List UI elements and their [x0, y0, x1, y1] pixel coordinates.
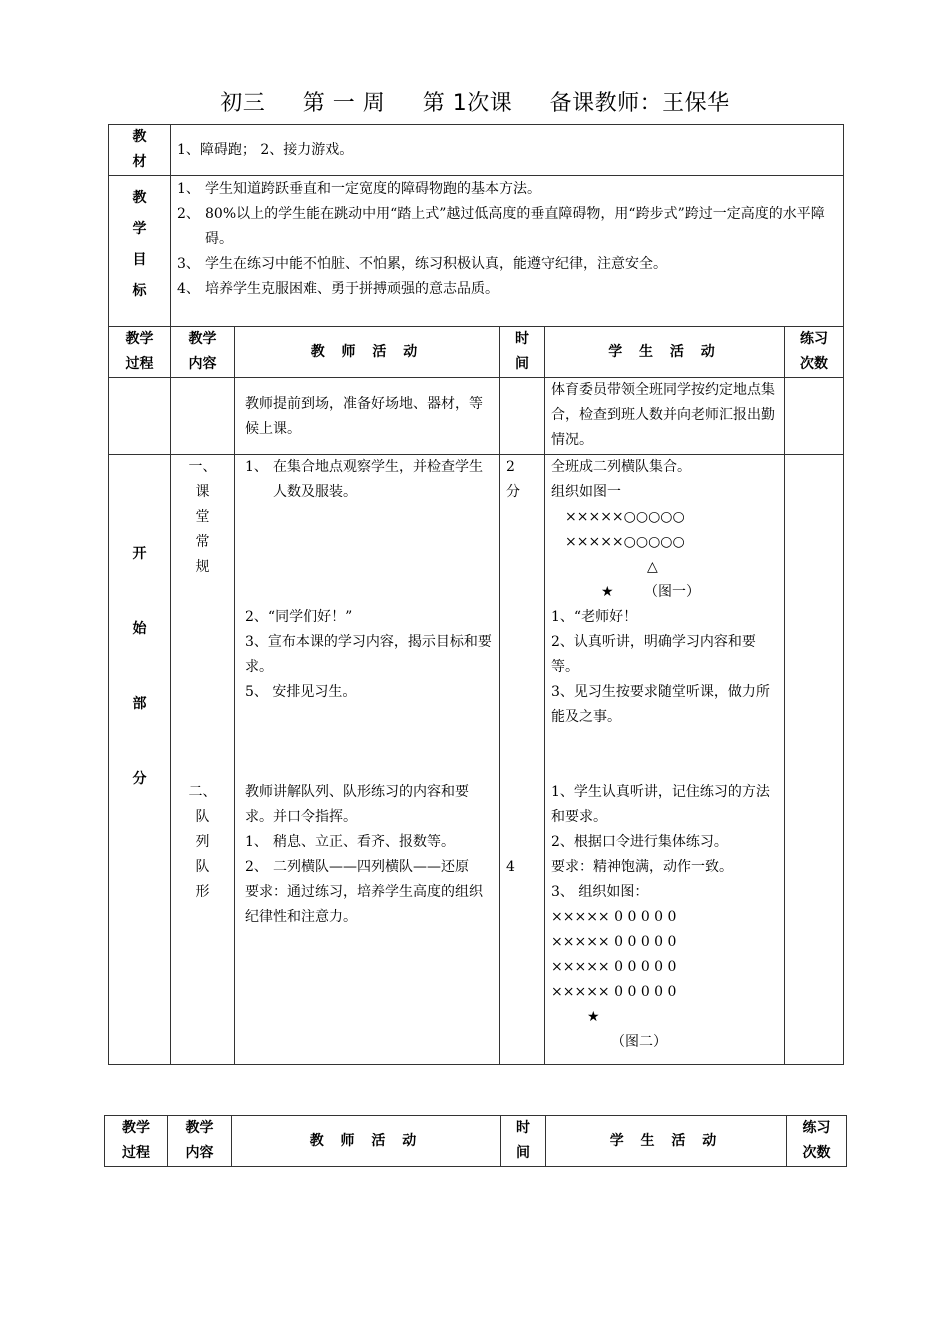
start-process: 开 始 部 分	[109, 455, 171, 1065]
section2-content: 二、 队 列 队 形	[188, 784, 217, 900]
goal-item: 1、 学生知道跨跃垂直和一定宽度的障碍物跑的基本方法。	[177, 181, 541, 197]
header-process: 教学 过程	[109, 327, 171, 378]
fig2-row: ××××× 0 0 0 0 0	[551, 984, 677, 1000]
header-count: 练习 次数	[787, 1116, 847, 1167]
fig2-row: ××××× 0 0 0 0 0	[551, 934, 677, 950]
continued-header-table	[104, 1115, 847, 1167]
header-time: 时 间	[500, 327, 545, 378]
material-label: 教 材	[109, 125, 171, 176]
header-count: 练习 次数	[785, 327, 844, 378]
section1-content: 一、 课 堂 常 规	[188, 459, 217, 575]
header-teacher: 教 师 活 动	[232, 1116, 501, 1167]
star-icon: ★	[587, 1009, 600, 1025]
prep-row	[109, 378, 844, 455]
header-student: 学 生 活 动	[545, 327, 785, 378]
header-row	[109, 327, 844, 378]
prep-student: 体育委员带领全班同学按约定地点集合，检查到班人数并向老师汇报出勤情况。	[545, 378, 785, 455]
header-content: 教学 内容	[168, 1116, 232, 1167]
start-student: 全班成二列横队集合。 组织如图一 ×××××○○○○○ ×××××○○○○○ △ ★ （图一） 1、“老师好！ 2、认真听讲，明确学习内容和要等。 3、见习生按要求随堂听课，做力所能及之事。 1、学生认真听讲，记住练习的方法和要求。 2、根据口令进行集体练习。 要求：精神饱满，动作一致。 3、 组织如图： ××××× 0 0 0 0 0 ××××× 0 0 0 0 0 ××××× 0 0 0 0 0 ××××× 0 0 0 0 0 ★ （图二）	[545, 455, 785, 1065]
fig1-row: ×××××○○○○○	[565, 509, 685, 525]
header-time: 时 间	[501, 1116, 546, 1167]
goals-label: 教 学 目 标	[109, 176, 171, 327]
fig1-caption: （图一）	[644, 584, 701, 600]
fig2-row: ××××× 0 0 0 0 0	[551, 909, 677, 925]
start-time: 2 分 4	[500, 455, 545, 1065]
start-row	[109, 455, 844, 1065]
material-row	[109, 125, 844, 176]
header-process: 教学 过程	[105, 1116, 168, 1167]
header-row	[105, 1116, 847, 1167]
page-title: 初三 第 一 周 第 1次课 备课教师：王保华	[220, 91, 730, 116]
goals-row	[109, 176, 844, 327]
goal-item: 2、 80%以上的学生能在跳动中用“踏上式”越过低高度的垂直障碍物，用“跨步式”跨过一定高度的水平障碍。	[177, 206, 825, 247]
lesson-table	[108, 124, 844, 1065]
header-teacher: 教 师 活 动	[235, 327, 500, 378]
material-text: 1、障碍跑； 2、接力游戏。	[171, 125, 844, 176]
star-icon: ★	[601, 584, 614, 600]
start-teacher: 1、 在集合地点观察学生，并检查学生人数及服装。 2、“同学们好！” 3、宣布本课的学习内容，揭示目标和要求。 5、 安排见习生。 教师讲解队列、队形练习的内容和要求。并口令指挥。 1、 稍息、立正、看齐、报数等。 2、 二列横队——四列横队——还原 要求：通过练习，培养学生高度的组织纪律性和注意力。	[235, 455, 500, 1065]
prep-teacher: 教师提前到场，准备好场地、器材，等候上课。	[235, 378, 500, 455]
start-content	[171, 455, 235, 1065]
goal-item: 3、 学生在练习中能不怕脏、不怕累，练习积极认真，能遵守纪律，注意安全。	[177, 256, 667, 272]
fig1-row: ×××××○○○○○	[565, 534, 685, 550]
goals-list	[171, 176, 844, 327]
triangle-icon: △	[647, 559, 658, 575]
fig2-row: ××××× 0 0 0 0 0	[551, 959, 677, 975]
fig2-caption: （图二）	[611, 1034, 667, 1050]
header-content: 教学 内容	[171, 327, 235, 378]
header-student: 学 生 活 动	[546, 1116, 787, 1167]
goal-item: 4、 培养学生克服困难、勇于拼搏顽强的意志品质。	[177, 281, 499, 297]
